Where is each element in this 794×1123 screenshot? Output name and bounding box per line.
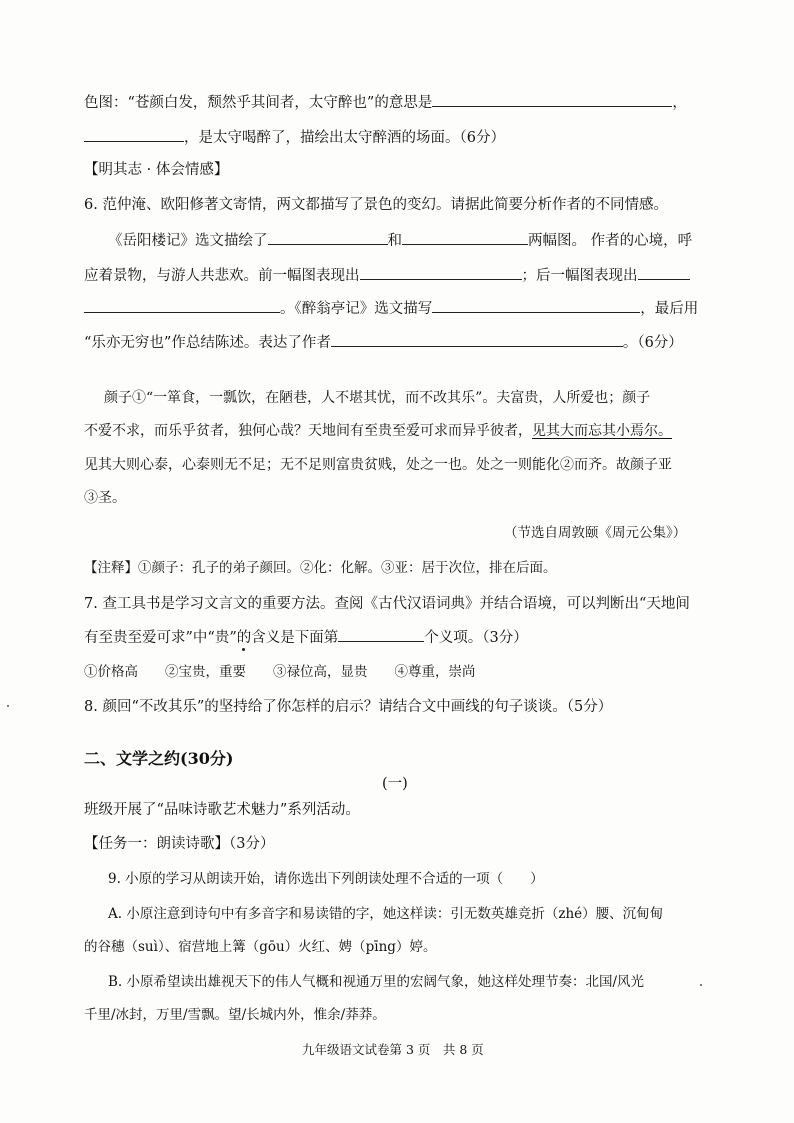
q6-line2: [108, 230, 692, 251]
q7-options: ①价格高 ②宝贵，重要 ③禄位高，显贵 ④尊重，崇尚: [84, 664, 476, 680]
task1-heading: 【任务一：朗读诗歌】（3分）: [84, 836, 275, 852]
answer-blank[interactable]: [360, 265, 522, 280]
answer-blank[interactable]: [432, 92, 672, 107]
q5-line2-text: ，是太守喝醉了，描绘出太守醉酒的场面。（6分）: [184, 130, 505, 146]
q6-line2-post: 两幅图。 作者的心境，呼: [528, 233, 693, 249]
section2-part: (一): [382, 776, 408, 792]
q7-line1: 7. 查工具书是学习文言文的重要方法。查阅《古代汉语词典》并结合语境，可以判断出“天地间: [84, 596, 690, 612]
q9-option-a-line1: A. 小原注意到诗句中有多音字和易读错的字，她这样读：引无数英雄竞折（zhé）腰、沉甸甸: [108, 906, 664, 922]
q6-line2-mid: 和: [387, 233, 402, 249]
emphasis-dot: [242, 648, 245, 651]
q9-option-b-line2: 千里/冰封，万里/雪飘。望/长城内外，惟余/莽莽。: [84, 1007, 386, 1023]
q5-line1: [84, 92, 687, 113]
q5-line1-end: ，: [672, 95, 687, 111]
q6-line5-pre: “乐亦无穷也”作总结陈述。表达了作者: [84, 335, 331, 351]
q5-line1-text: 色图：“苍颜白发，颓然乎其间者，太守醉也”的意思是: [84, 95, 433, 111]
q6-line3-pre: 应着景物，与游人共悲欢。前一幅图表现出: [84, 268, 360, 284]
passage-line3: 见其大则心泰，心泰则无不足；无不足则富贵贫贱，处之一也。处之一则能化②而齐。故颜子亚: [84, 457, 672, 473]
q9-option-b-line1: B. 小原希望读出雄视天下的伟人气概和视通万里的宏阔气象，她这样处理节奏：北国/风光: [108, 974, 645, 990]
answer-blank[interactable]: [331, 332, 623, 347]
passage-line2: [84, 421, 672, 441]
answer-blank[interactable]: [84, 298, 280, 313]
q6-line4-post: ，最后用: [640, 301, 699, 317]
q9-stem: 9. 小原的学习从朗读开始，请你选出下列朗读处理不合适的一项（ ）: [108, 871, 544, 887]
passage-line1: 颜子①“一箪食，一瓢饮，在陋巷，人不堪其忧，而不改其乐”。夫富贵，人所爱也；颜子: [104, 390, 651, 406]
q9-option-a-line2: 的谷穗（suì）、宿营地上篝（gōu）火红、娉（pīng）婷。: [84, 939, 437, 955]
q5-line2: [84, 127, 505, 148]
scan-speck: [700, 984, 702, 986]
q6-line4-mid: 。《醉翁亭记》选文描写: [280, 301, 433, 317]
page-footer: 九年级语文试卷第 3 页 共 8 页: [302, 1042, 484, 1057]
q8: 8. 颜回“不改其乐”的坚持给了你怎样的启示？请结合文中画线的句子谈谈。（5分）: [84, 699, 613, 715]
section-mingqi: 【明其志 · 体会情感】: [84, 162, 229, 178]
q6-line1: 6. 范仲淹、欧阳修著文寄情，两文都描写了景色的变幻。请据此简要分析作者的不同情感。: [84, 197, 668, 213]
q6-line4: [84, 298, 698, 319]
passage-line4: ③圣。: [84, 490, 126, 506]
answer-blank[interactable]: [338, 627, 424, 642]
underlined-sentence: 见其大而忘其小焉尔。: [532, 423, 672, 439]
q6-line2-pre: 《岳阳楼记》选文描绘了: [108, 233, 268, 249]
passage-line2-text: 不爱不求，而乐乎贫者，独何心哉？天地间有至贵至爱可求而异乎彼者，: [84, 423, 532, 439]
q7-line2-pre: 有至贵至爱可求”中“贵”的含义是下面第: [84, 630, 339, 646]
answer-blank[interactable]: [638, 265, 690, 280]
q7-line2: [84, 627, 528, 648]
q6-line3: [84, 265, 690, 286]
q6-line5-post: 。（6分）: [622, 335, 683, 351]
notes: 【注释】①颜子：孔子的弟子颜回。②化：化解。③亚：居于次位，排在后面。: [84, 560, 557, 576]
answer-blank[interactable]: [84, 127, 184, 142]
q7-line2-post: 个义项。（3分）: [424, 630, 528, 646]
q6-line5: [84, 332, 683, 353]
q6-line3-mid: ；后一幅图表现出: [521, 268, 638, 284]
answer-blank[interactable]: [402, 230, 528, 245]
answer-blank[interactable]: [432, 298, 640, 313]
scan-speck: [7, 705, 9, 707]
passage-source: （节选自周敦颐《周元公集》）: [504, 525, 687, 541]
section2-intro: 班级开展了“品味诗歌艺术魅力”系列活动。: [84, 802, 360, 818]
section2-heading: 二、文学之约(30分): [84, 749, 234, 768]
answer-blank[interactable]: [268, 230, 388, 245]
